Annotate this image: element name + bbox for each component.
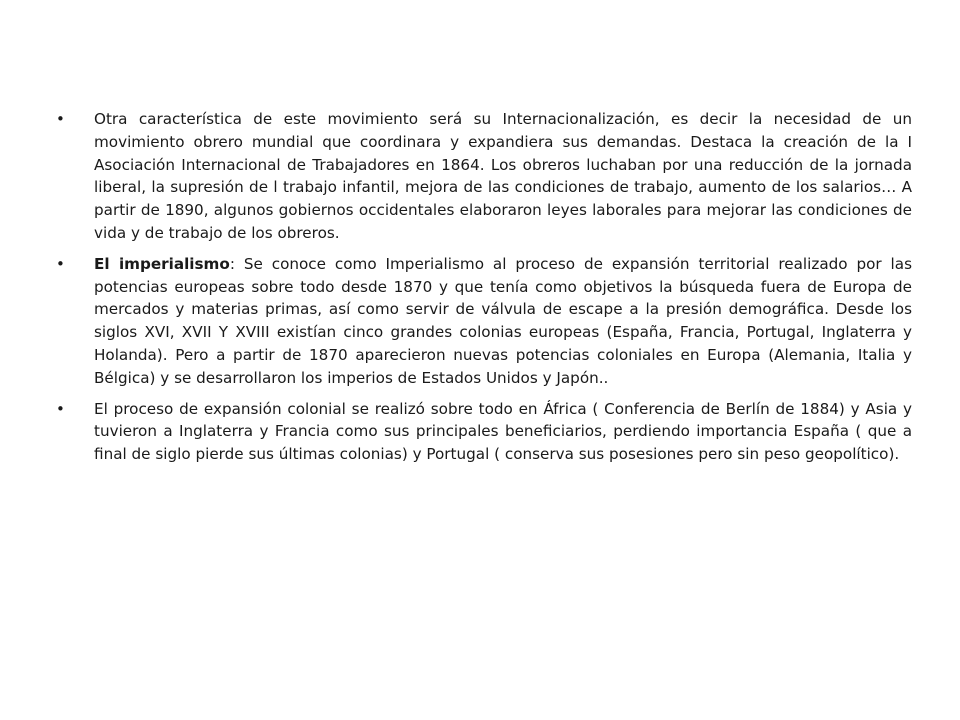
bullet-item-imperialism (56, 253, 912, 390)
bullet-text: : Se conoce como Imperialismo al proceso de expansión territorial realizado por las potencias europeas sobre todo desde 1870 y que tenía como objetivos la búsqueda fuera de Europa de mercados y materias primas, así como servir de válvula de escape a la presión demográfica. Desde los siglos XVI, XVII Y XVIII existían cinco grandes colonias europeas (España, Francia, Portugal, Inglaterra y Holanda). Pero a partir de 1870 aparecieron nuevas potencias coloniales en Europa (Alemania, Italia y Bélgica) y se desarrollaron los imperios de Estados Unidos y Japón.. (94, 254, 912, 387)
bullet-dot-icon: • (56, 399, 65, 418)
bullet-heading: El imperialismo (94, 254, 230, 273)
bullet-item-colonial-expansion (56, 398, 912, 466)
bullet-list (56, 108, 912, 474)
bullet-text: Otra característica de este movimiento será su Internacionalización, es decir la necesidad de un movimiento obrero mundial que coordinara y expandiera sus demandas. Destaca la creación de la I Asociación Internacional de Trabajadores en 1864. Los obreros luchaban por una reducción de la jornada liberal, la supresión de l trabajo infantil, mejora de las condiciones de trabajo, aumento de los salarios… A partir de 1890, algunos gobiernos occidentales elaboraron leyes laborales para mejorar las condiciones de vida y de trabajo de los obreros. (94, 110, 912, 242)
bullet-item-internationalization (56, 108, 912, 245)
bullet-dot-icon: • (56, 254, 65, 273)
bullet-dot-icon: • (56, 110, 65, 128)
bullet-text: El proceso de expansión colonial se realizó sobre todo en África ( Conferencia de Berlín de 1884) y Asia y tuvieron a Inglaterra y Francia como sus principales beneficiarios, perdiendo importancia España ( que a final de siglo pierde sus últimas colonias) y Portugal ( conserva sus posesiones pero sin peso geopolítico). (94, 399, 912, 464)
